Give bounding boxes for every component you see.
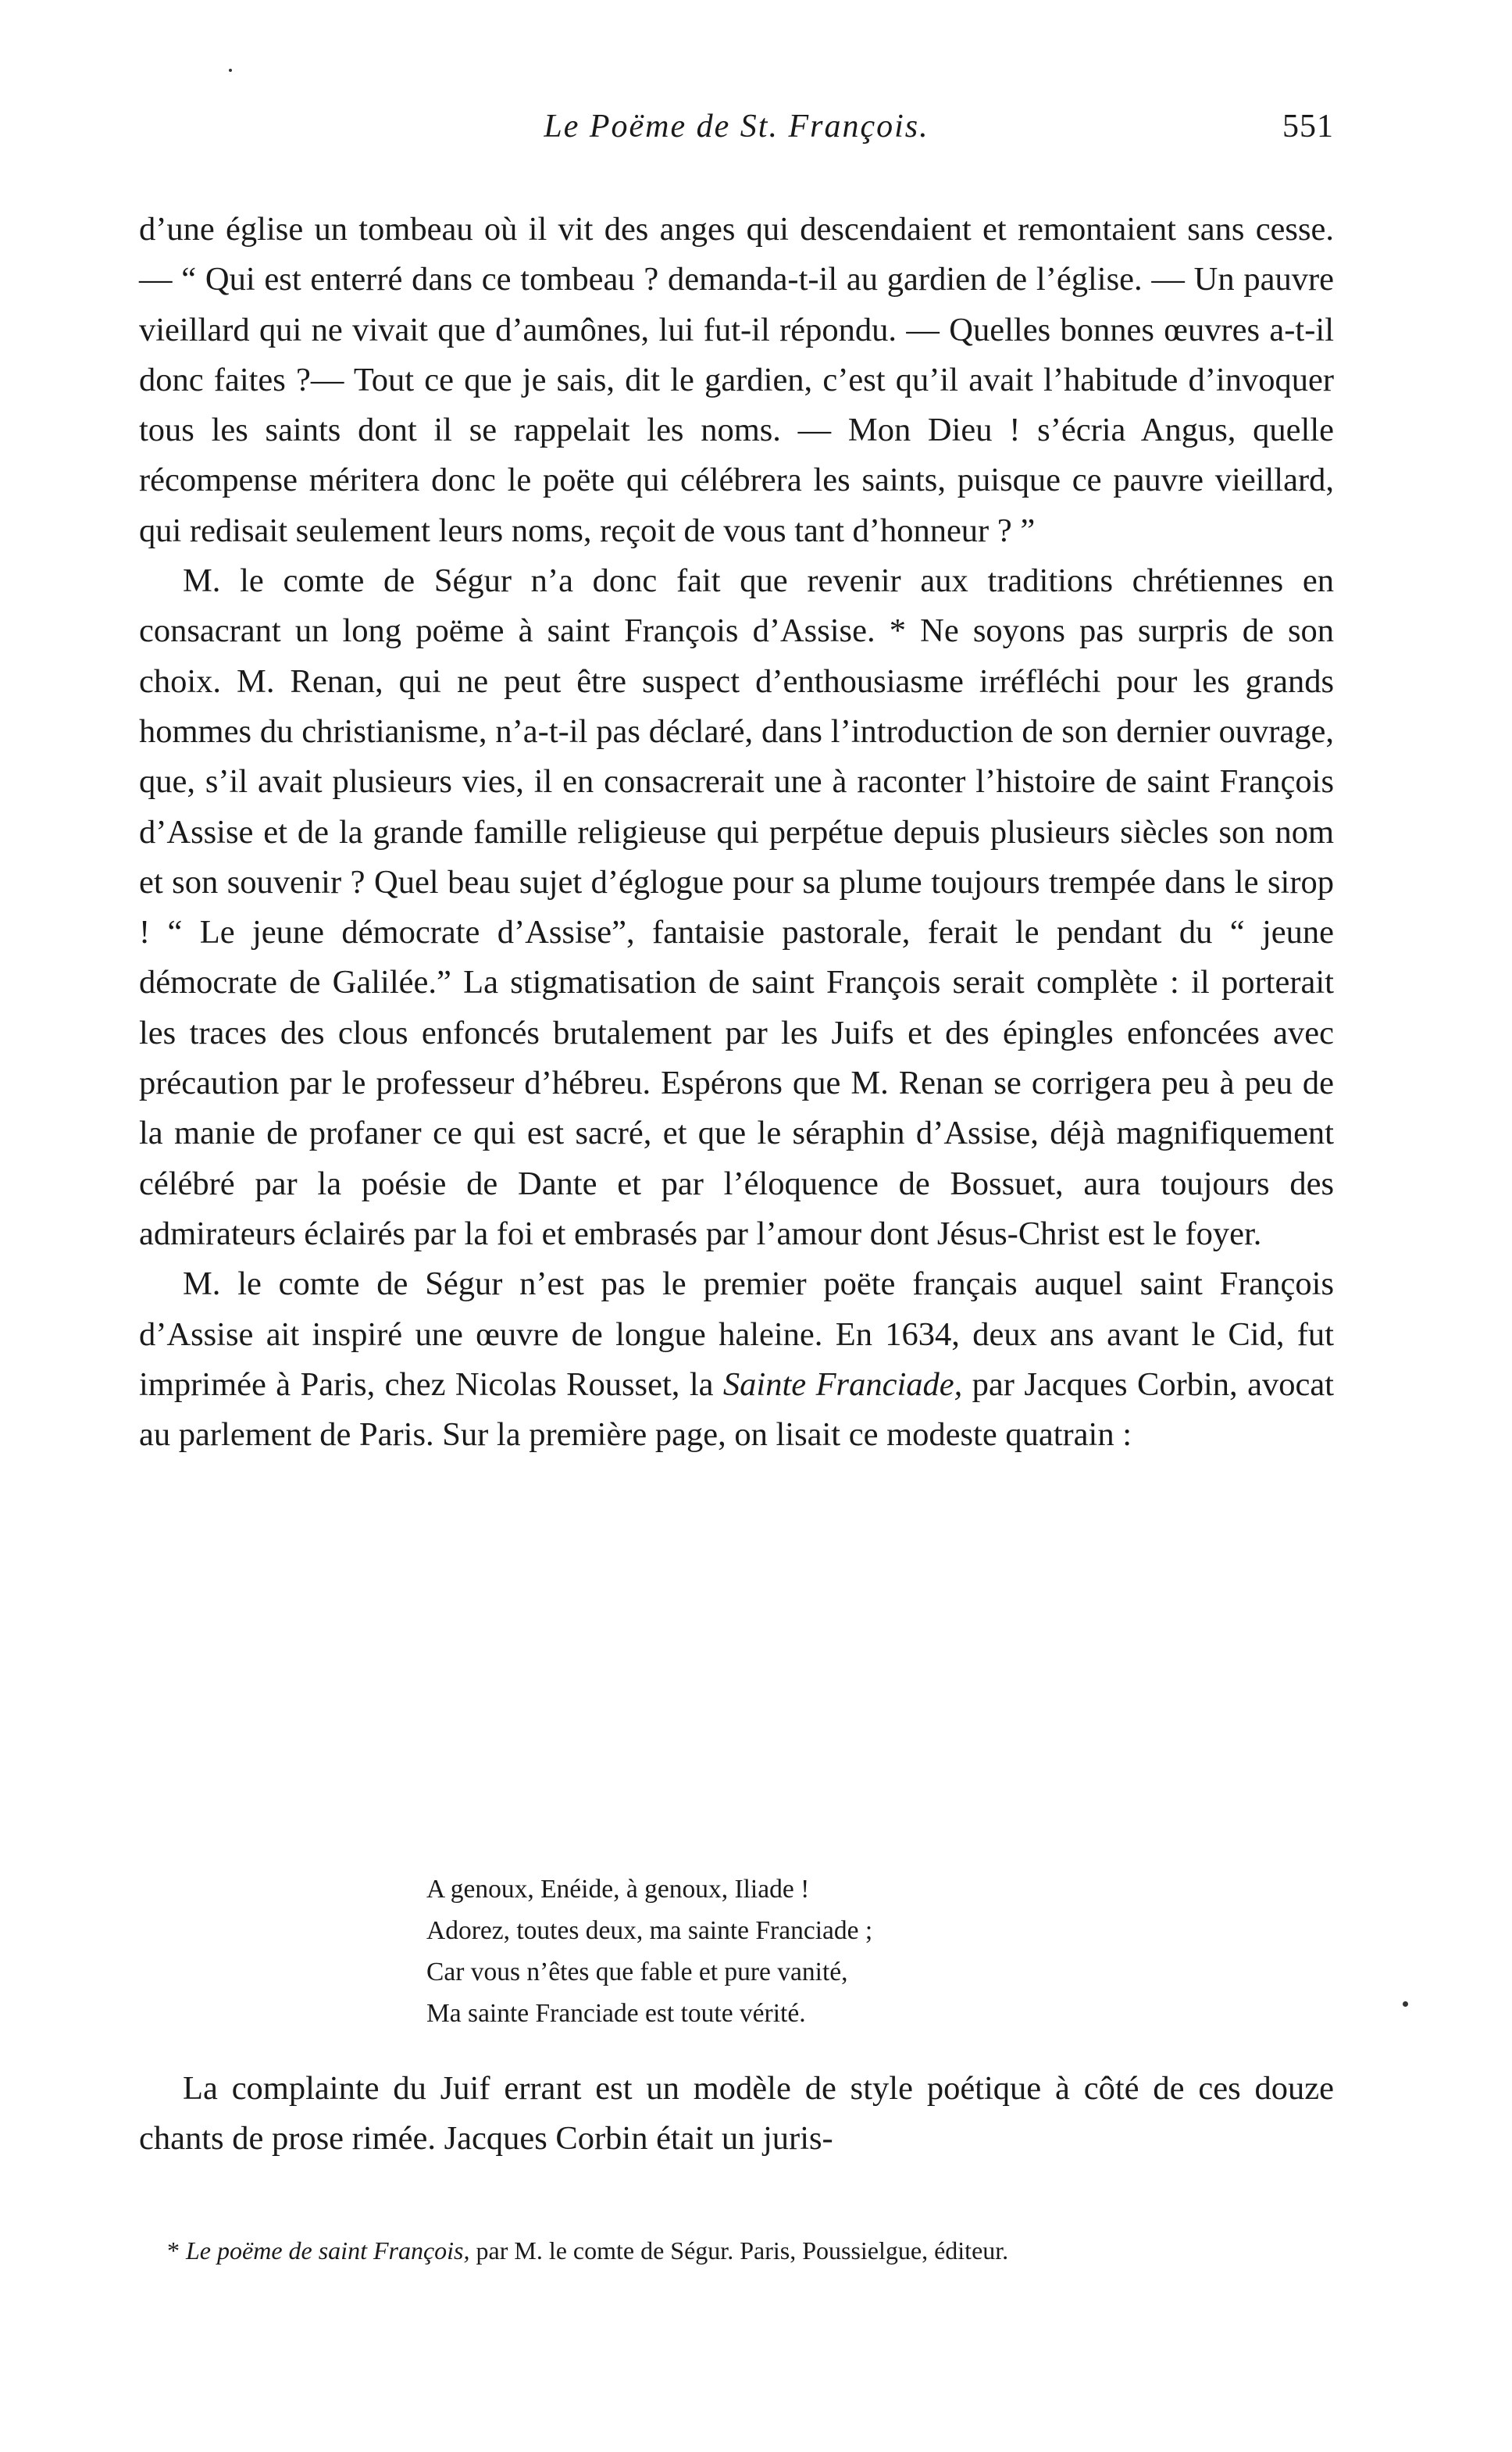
italic-text: Sainte Franciade, (722, 1365, 963, 1403)
quatrain (426, 1868, 1129, 2034)
paragraph-text: par Jacques Corbin, avocat au parlement de Paris. Sur la première page, on lisait ce modeste quatrain : (139, 1365, 1334, 1454)
page-number: 551 (1282, 109, 1334, 145)
print-speck (1403, 2001, 1408, 2007)
paragraph: La complainte du Juif errant est un modèle de style poétique à côté de ces douze chants de prose rimée. Jacques Corbin était un juris- (139, 2070, 1334, 2157)
verse-line: Adorez, toutes deux, ma sainte Franciade ; (426, 1916, 873, 1945)
paragraph-text: d’une église un tombeau où il vit des anges qui descendaient et remontaient sans cesse. — “ Qui est enterré dans ce tombeau ? demanda-t-il au gardien de l’église. — Un pauvre vieillard qui ne vivait que d’aumônes, lui fut-il répondu. — Quelles bonnes œuvres a-t-il donc faites ?— Tout ce que je sais, dit le gardien, c’est qu’il avait l’habitude d’invoquer tous les saints dont il se rappelait les noms. — Mon Dieu ! s’écria Angus, quelle récompense méritera donc le poëte qui célébrera les saints, puisque ce pauvre vieillard, qui redisait seulement leurs noms, reçoit de vous tant d’honneur ? ” (139, 211, 1334, 549)
footnote-text: par M. le comte de Ségur. Paris, Poussielgue, éditeur. (469, 2236, 1009, 2265)
print-speck (229, 69, 232, 72)
closing-paragraph (139, 2064, 1334, 2164)
footnote-title: Le poëme de saint François, (186, 2236, 470, 2265)
paragraph (139, 556, 1334, 1259)
verse-line: A genoux, Enéide, à genoux, Iliade ! (426, 1875, 810, 1904)
main-text (139, 205, 1334, 1460)
verse-line: Car vous n’êtes que fable et pure vanité, (426, 1958, 848, 1986)
paragraph (139, 1259, 1334, 1460)
paragraph-text: M. le comte de Ségur n’a donc fait que revenir aux traditions chrétiennes en consacrant un long poëme à saint François d’Assise. * Ne soyons pas surpris de son choix. M. Renan, qui ne peut être suspect d’enthousiasme irréfléchi pour les grands hommes du christianisme, n’a-t-il pas déclaré, dans l’introduction de son dernier ouvrage, que, s’il avait plusieurs vies, il en consacrerait une à raconter l’histoire de saint François d’Assise et de la grande famille religieuse qui perpétue depuis plusieurs siècles son nom et son souvenir ? Quel beau sujet d’églogue pour sa plume toujours trempée dans le sirop ! “ Le jeune démocrate d’Assise”, fantaisie pastorale, ferait le pendant du “ jeune démocrate de Galilée.” La stigmatisation de saint François serait complète : il porterait les traces des clous enfoncés brutalement par les Juifs et des épingles enfoncées avec précaution par le professeur d’hébreu. Espérons que M. Renan se corrigera peu à peu de la manie de profaner ce qui est sacré, et que le séraphin d’Assise, déjà magnifiquement célébré par la poésie de Dante et par l’éloquence de Bossuet, aura toujours des admirateurs éclairés par la foi et embrasés par l’amour dont Jésus-Christ est le foyer. (139, 562, 1334, 1252)
running-title: Le Poëme de St. François. (544, 109, 929, 145)
paragraph (139, 205, 1334, 556)
footnote (139, 2232, 1334, 2268)
page-header (139, 108, 1334, 155)
paragraph-text: M. le comte de Ségur n’est pas le premier poëte français auquel saint François d’Assise ait inspiré une œuvre de longue haleine. En 1634, deux ans avant le Cid, fut imprimée à Paris, chez Nicolas Rousset, la (139, 1265, 1334, 1403)
footnote-marker: * (167, 2236, 186, 2265)
verse-line: Ma sainte Franciade est toute vérité. (426, 1999, 806, 2028)
